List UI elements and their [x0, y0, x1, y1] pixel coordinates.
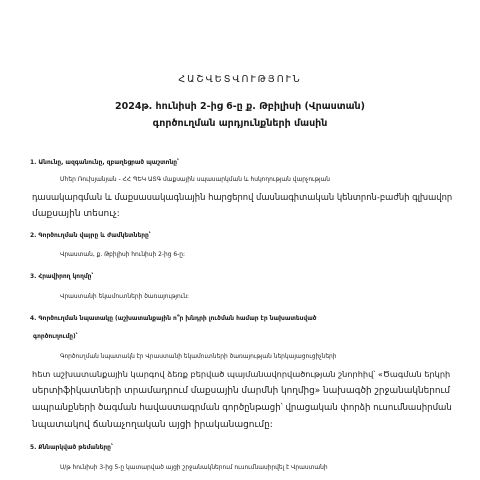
section-5-heading: 5. Քննարկված թեմաները՝ [30, 445, 113, 451]
section-4-line-4: ապրանքների ծագման հավաստագրման գործընթացի՝ վրացական փորձի ուսումնասիրման [32, 403, 452, 413]
section-4-line-3: սերտիֆիկատների տրամադրում մաքսային մարմնի կողմից» նախագծի շրջանակներում [32, 386, 450, 396]
document-title: ՀԱՇՎԵՏՎՈՒԹՅՈՒՆ [178, 74, 302, 85]
section-1-line-2: դասակարգման և մաքսասակագնային հարցերով մասնագիտական կենտրոն-բաժնի գլխավոր [32, 192, 453, 202]
section-1-heading: 1. Անունը, ազգանունը, զբաղեցրած պաշտոնը՝ [30, 160, 179, 166]
section-1-line-1: Մհեր Ռուխյանյան - ՀՀ ՊԵԿ ԱՏԳ մաքսային սպասարկման և հսկողության վարչության [60, 177, 331, 183]
section-4-line-2: հետ աշխատանքային կարգով ձեռք բերված պայմանավորվածության շնորհիվ՝ «Ծագման երկրի [32, 369, 451, 379]
section-2-text: Վրաստան, ք. Թբիլիսի հունիսի 2-ից 6-ը: [60, 252, 185, 258]
section-2-heading: 2. Գործուղման վայրը և ժամկետները՝ [30, 233, 151, 239]
section-1-line-3: մաքսային տեսուչ: [32, 209, 120, 219]
section-4-line-5: նպատակով ճանաչողական այցի իրականացումը: [32, 420, 273, 430]
section-4-heading: 4. Գործուղման նպատակը (աշխատանքային ո՞ր խնդրի լուծման համար էր նախատեսված [30, 316, 317, 322]
section-4-line-1: Գործուղման նպատակն էր Վրաստանի եկամուտների ծառայության ներկայացուցիչների [60, 354, 337, 360]
section-5-line-1: Ս/թ հունիսի 3-ից 5-ը կատարված այցի շրջանակներում ուսումնասիրվել է Վրաստանի [60, 465, 328, 471]
section-3-heading: 3. Հրավիրող կողմը՝ [30, 274, 94, 280]
document-subtitle-line-2: գործուղման արդյունքների մասին [152, 118, 328, 129]
section-3-text: Վրաստանի եկամուտների ծառայություն: [60, 294, 190, 300]
document-subtitle-line-1: 2024թ. հունիսի 2-ից 6-ը ք. Թբիլիսի (Վրաստան) [115, 101, 365, 112]
section-4-heading-cont: գործուղումը)՝ [33, 334, 78, 340]
